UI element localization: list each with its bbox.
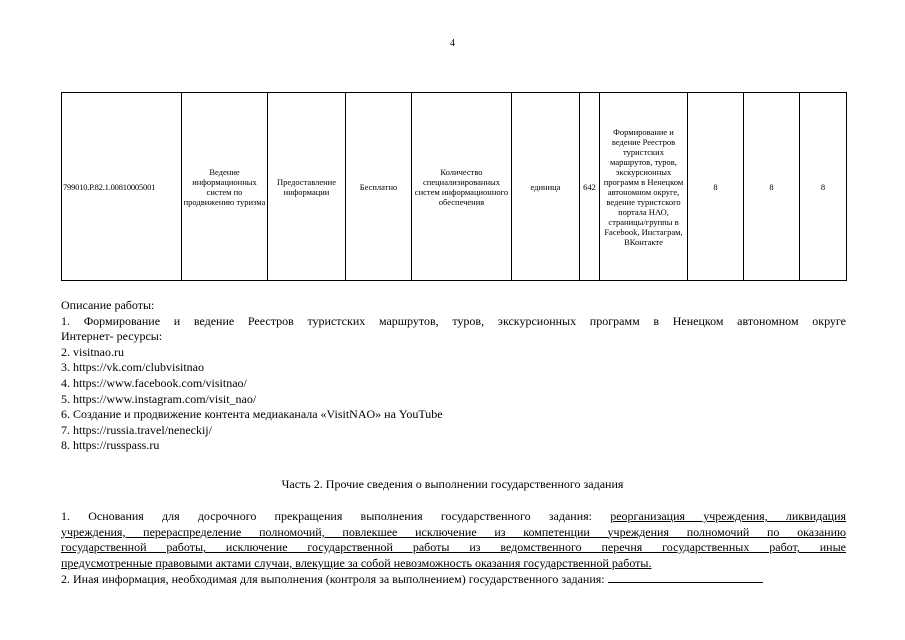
cell-code: 799010.Р.82.1.00810005001	[62, 93, 182, 281]
other-info-label: 2. Иная информация, необходимая для выполнения (контроля за выполнением) государственного задания:	[61, 572, 605, 587]
grounds-line-1	[61, 509, 846, 525]
grounds-line-4: предусмотренные правовыми актами случаи, влекущие за собой невозможность оказания государственной работы.	[61, 555, 652, 570]
service-table	[61, 92, 847, 281]
cell-content: Предоставление информации	[268, 93, 346, 281]
cell-terms: Бесплатно	[346, 93, 412, 281]
grounds-line-3: государственной работы, исключение государственной работы из ведомственного перечня государственных работ, иные	[61, 540, 846, 555]
resource-link[interactable]: 2. visitnao.ru	[61, 344, 124, 359]
resource-link[interactable]: 7. https://russia.travel/neneckij/	[61, 422, 212, 437]
cell-activity: Ведение информационных систем по продвижению туризма	[182, 93, 268, 281]
work-description	[61, 298, 846, 454]
cell-description: Формирование и ведение Реестров туристских маршрутов, туров, экскурсионных программ в Ненецком автономном округе, ведение туристского портала НАО, страницы/группы в Facebook, Инстаграм, ВКонтакте	[600, 93, 688, 281]
internet-resources-label: Интернет- ресурсы:	[61, 329, 163, 344]
cell-value-2: 8	[744, 93, 800, 281]
termination-grounds	[61, 509, 846, 588]
part2-title: Часть 2. Прочие сведения о выполнении государственного задания	[281, 477, 624, 491]
other-info-line	[61, 571, 846, 588]
resource-link[interactable]: 8. https://russpass.ru	[61, 438, 160, 453]
cell-value-3: 8	[800, 93, 847, 281]
page-number: 4	[450, 38, 455, 49]
grounds-label: 1. Основания для досрочного прекращения выполнения государственного задания:	[61, 509, 592, 523]
grounds-line-2: учреждения, перераспределение полномочий, повлекшее исключение из компетенции учреждения полномочий по оказанию	[61, 524, 846, 539]
work-description-heading: Описание работы:	[61, 298, 155, 312]
work-description-item-1: 1. Формирование и ведение Реестров туристских маршрутов, туров, экскурсионных программ в Ненецком автономном округе	[61, 313, 846, 328]
resource-link[interactable]: 4. https://www.facebook.com/visitnao/	[61, 375, 247, 390]
resource-item: 6. Создание и продвижение контента медиаканала «VisitNAO» на YouTube	[61, 407, 443, 422]
other-info-blank	[608, 571, 763, 583]
table-row	[62, 93, 847, 281]
cell-unit: единица	[512, 93, 580, 281]
resource-link[interactable]: 5. https://www.instagram.com/visit_nao/	[61, 391, 257, 406]
cell-value-1: 8	[688, 93, 744, 281]
resource-link[interactable]: 3. https://vk.com/clubvisitnao	[61, 360, 204, 375]
cell-indicator: Количество специализированных систем информационного обеспечения	[412, 93, 512, 281]
cell-okei: 642	[580, 93, 600, 281]
grounds-text-1: реорганизация учреждения, ликвидация	[610, 509, 846, 523]
